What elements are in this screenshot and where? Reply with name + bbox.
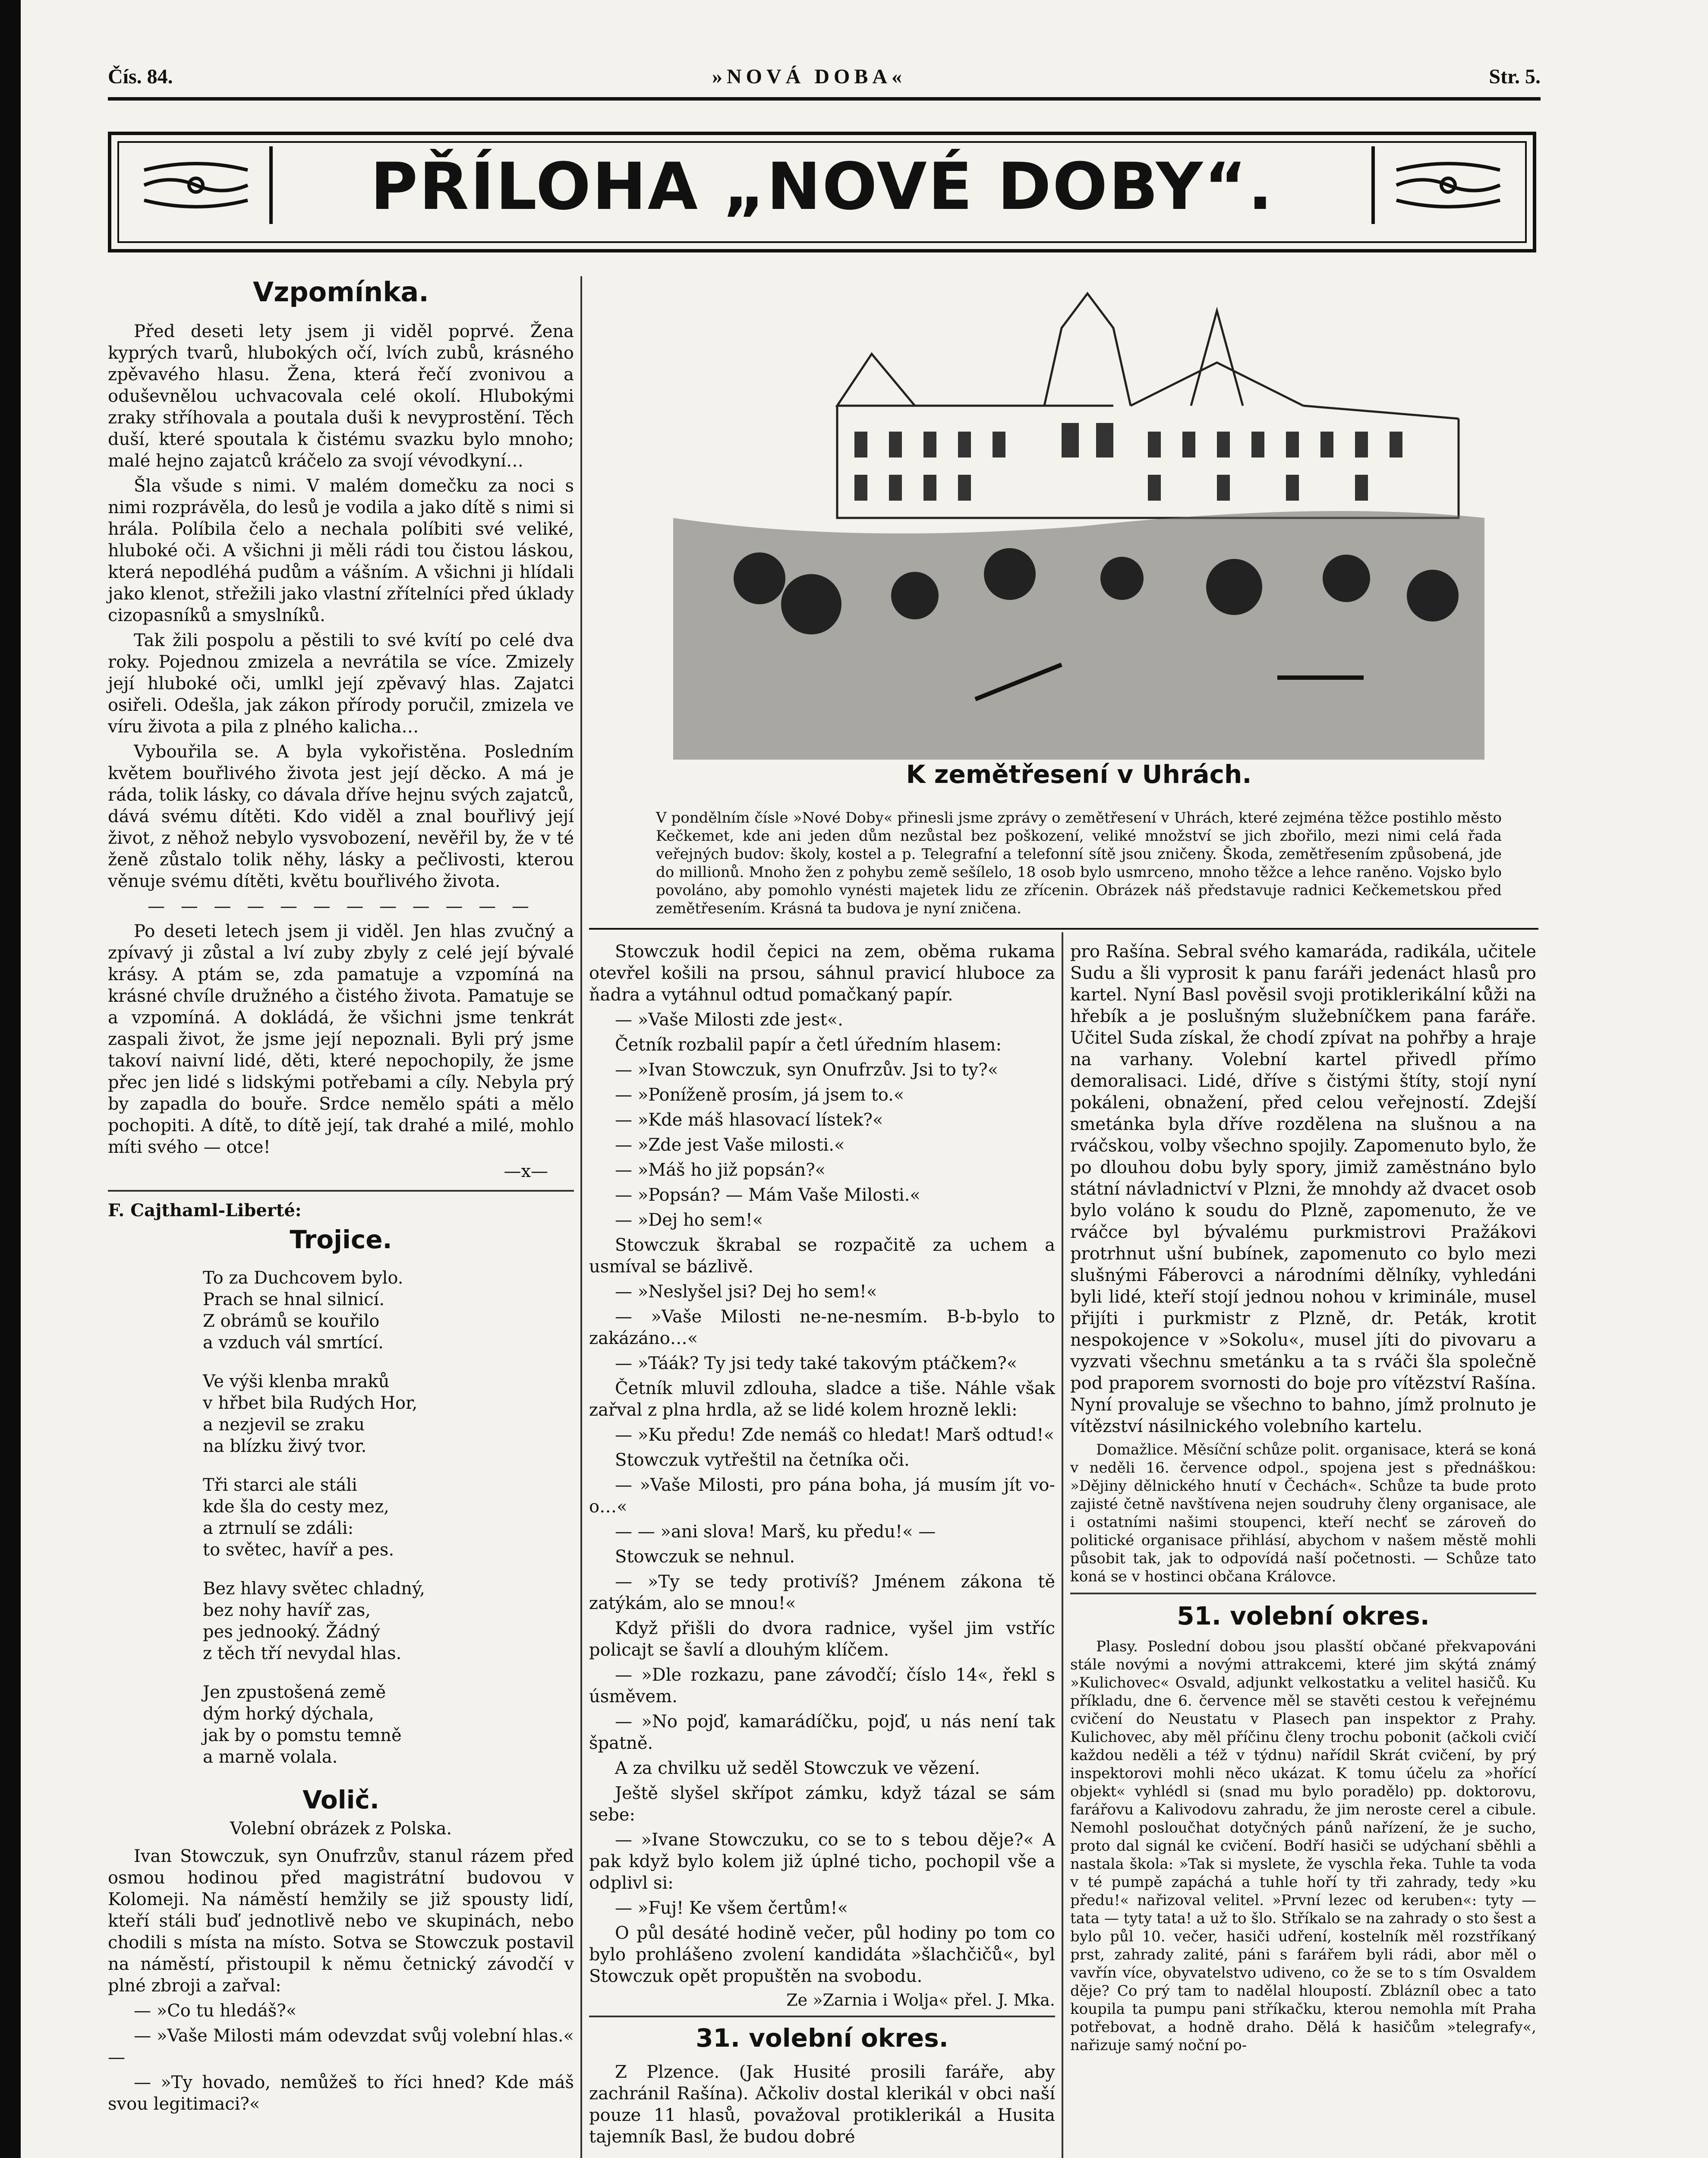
poem-line: Z obrámů se kouřilo [203,1311,380,1331]
col2-para: — »Zde jest Vaše milosti.« [615,1135,845,1155]
page-number: Str. 5. [1489,65,1541,88]
col2-para: Stowczuk škrabal se rozpačitě za uchem a usmíval se bázlivě. [589,1235,1055,1277]
col2-para: Stowczuk hodil čepici na zem, oběma rukama otevřel košili na prsou, sáhnul pravicí hluboce za ňadra a vytáhnul odtud pomačkaný papír. [589,942,1055,1005]
domazlice-note: Domažlice. Měsíční schůze polit. organisace, která se koná v neděli 16. července odpol., spojena jest s přednáškou: »Dějiny dělnického hnutí v Čechách«. Schůze ta bude proto zajisté četně navštívena nejen soudruhy členy organisace, ale i ostatními našimi stoupenci, kteří nechť se zároveň do politické organisace přihlásí, abychom v našem městě mohli působit tak, jak to odpovídá naší početnosti. — Schůze tato koná se v hostinci občana Královce. [1070,1441,1536,1585]
poem-line: kde šla do cesty mez, [203,1497,389,1517]
col2-para: — »Ivane Stowczuku, co se to s tebou děje?« A pak když bylo kolem již úplné ticho, pochopil vše a odplivl si: [589,1830,1055,1893]
col2-para: Četník rozbalil papír a četl úředním hlasem: [615,1035,1002,1055]
trojice-stanza [203,1682,574,1768]
poem-line: dým horký dýchala, [203,1704,374,1724]
poem-line: a nezjevil se zraku [203,1415,365,1435]
plzenec-para: Z Plzence. (Jak Husité prosili faráře, aby zachránil Rašína). Ačkoliv dostal klerikál v obci naší pouze 11 hlasů, považoval protiklerikál a Husita tajemník Basl, že budou dobré [589,2062,1055,2147]
plzenec-continued: pro Rašína. Sebral svého kamaráda, radikála, učitele Sudu a šli vyprosit k panu faráři jedenáct hlasů pro kartel. Nyní Basl pověsil svoji protiklerikální kůži na hřebík a je poslušným služebníčkem pana faráře. Učitel Suda získal, že chodí zpívat na pohřby a hraje na varhany. Volební kartel přivedl přímo demoralisaci. Lidé, dříve s čistými štíty, stojí nyní pokáleni, obnažení, před celou veřejností. Zdejší smetánka byla dříve rozdělena na slušnou a na rváčskou, volby všechno spojily. Zapomenuto bylo, že po dlouhou dobu byly spory, jimiž zaměstnáno bylo státní návladnictví v Plzni, že mnohdy až dvacet osob bylo voláno k soudu do Plzně, zapomenuto, že ve rváčce byl bývalému purkmistrovi Pražákovi protrhnut ušní bubínek, zapomenuto co bylo mezi slušnými Fáberovci a národními dělníky, vyhledáni byli lidé, kteří stojí jednou nohou v kriminále, musel přijíti i purkmistr z Plzně, dr. Peták, krotit nespokojence v »Sokolu«, musel jíti do pivovaru a vyzvati všechnu smetánku a ta s rváči šla společně pod praporem svornosti do boje pro vítězství Rašína. Nyní provaluje se všechno to bahno, jímž prolnuto je vítězství násilnického volebního kartelu. [1070,942,1536,1436]
col2-para: — »Kde máš hlasovací lístek?« [615,1110,883,1130]
col2-para: — »Ivan Stowczuk, syn Onufrzův. Jsi to ty?« [615,1060,999,1080]
poem-line: a ztrnulí se zdáli: [203,1518,354,1538]
col2-para: Stowczuk vytřeštil na četníka oči. [615,1450,910,1470]
poem-line: Prach se hnal silnicí. [203,1290,385,1309]
poem-line: to světec, havíř a pes. [203,1540,394,1560]
poem-line: a marně volala. [203,1747,338,1767]
trojice-stanza [203,1474,574,1561]
okres31-title: 31. volební okres. [696,2023,949,2053]
okres51-title: 51. volební okres. [1177,1601,1430,1631]
col2-para: — »Máš ho již popsán?« [615,1160,826,1180]
page-header [108,65,1541,95]
column-2 [589,941,1055,2151]
poem-line: Bez hlavy světec chladný, [203,1579,425,1599]
poem-line: jak by o pomstu temně [203,1726,402,1745]
vzpominka-para-1: Před deseti lety jsem ji viděl poprvé. Žena kyprých tvarů, hlubokých očí, lvích zubů, krásného zpěvavého hlasu. Žena, která řečí zvonivou a oduševnělou uchvacovala celé okolí. Hlubokými zraky stříhovala a poutala duši k nevyprostění. Těch duší, které spoutala k čistému svazku bylo mnoho; malé hejno zajatců kráčelo za svojí vévodkyní… [108,322,574,471]
poem-line: v hřbet bila Rudých Hor, [203,1393,418,1413]
col2-para: — »Neslyšel jsi? Dej ho sem!« [615,1282,877,1302]
poem-line: To za Duchcovem bylo. [203,1268,403,1288]
col2-para: O půl desáté hodině večer, půl hodiny po tom co bylo prohlášeno zvolení kandidáta »šlachčičů«, byl Stowczuk opět propuštěn na svobodu. [589,1923,1055,1986]
article-source: Ze »Zarnia i Wolja« přel. J. Mka. [786,1991,1055,2010]
section-divider [589,2016,1055,2017]
poem-line: Tři starci ale stáli [203,1475,357,1495]
poem-line: Ve výši klenba mraků [203,1372,390,1391]
column-3 [1070,941,1536,2054]
dash-separator: — — — — — — — — — — — — [148,896,534,916]
vzpominka-title: Vzpomínka. [253,276,429,308]
col2-para: — »Popsán? — Mám Vaše Milosti.« [615,1185,920,1205]
vzpominka-para-2: Šla všude s nimi. V malém domečku za noci s nimi rozprávěla, do lesů je vodila a jako dítě s nimi si hrála. Políbila čelo a nechala políbiti své veliké, hluboké oči. A všichni ji měli rádi tou čistou láskou, která nepodléhá pudům a vášním. A všichni ji hlídali jako klenot, střežili jako vlastní zřítelníci před úklady cizopasníků a smyslníků. [108,476,574,625]
vzpominka-para-3: Tak žili pospolu a pěstili to své kvítí po celé dva roky. Pojednou zmizela a nevrátila se více. Zmizely její hluboké oči, umlkl její zpěvavý hlas. Zajatci osiřeli. Odešla, jak zákon přírody poručil, zmizela ve víru života a pila z plného kalicha… [108,631,574,737]
vzpominka-signature: —x— [504,1161,548,1181]
poem-line: z těch tří nevydal hlas. [203,1644,402,1663]
col2-para: — »Dle rozkazu, pane závodčí; číslo 14«, řekl s úsměvem. [589,1665,1055,1707]
vzpominka-para-4: Vybouřila se. A byla vykořistěna. Posledním květem bouřlivého života jest její děcko. A má je ráda, tolik lásky, co dávala dříve hejnu svých zajatců, dává svému dítěti. Kdo viděl a znal bouřlivý její život, z něhož nebylo vysvobození, nevěřil by, že v té ženě zůstalo tolik něhy, lásky a pečlivosti, kterou věnuje svému dítěti, květu bouřlivého života. [108,742,574,891]
volic-para-2: — »Co tu hledáš?« [134,2001,297,2021]
header-rule [108,97,1541,101]
trojice-stanza [203,1267,574,1353]
column-rule-1 [580,276,582,2158]
trojice-stanza [203,1371,574,1457]
volic-subtitle: Volební obrázek z Polska. [230,1819,452,1839]
col2-para: — »Ty se tedy protivíš? Jménem zákona tě zatýkám, alo se mnou!« [589,1572,1055,1613]
ornament-left-icon [123,146,273,224]
col2-para: — »Vaše Milosti zde jest«. [615,1010,843,1030]
col2-para: Stowczuk se nehnul. [615,1547,795,1567]
vzpominka-para-5: Po deseti letech jsem ji viděl. Jen hlas zvučný a zpívavý ji zůstal a lví zuby zbyly z celé její bývalé krásy. A ptám se, zda pamatuje a vzpomíná na krásné chvíle družného a čistého života. Pamatuje se a vzpomíná. A dokládá, že všichni jsme tenkrát zaspali život, že jsme její nepoznali. Byli prý jsme takoví naivní lidé, děti, které nepochopily, že jsme přec jen lidé s lidskými potřebami a cíly. Nebyla prý by zapadla do bouře. Srdce nemělo spáti a mělo pochopiti. A dítě, to dítě její, tak drahé a milé, mohlo míti svého — otce! [108,921,574,1157]
caption-rule [589,928,1538,930]
col2-para: — »No pojď, kamarádíčku, pojď, u nás není tak špatně. [589,1712,1055,1753]
col2-para: — »Ku předu! Zde nemáš co hledat! Marš odtud!« [615,1425,1055,1445]
col2-para: — »Dej ho sem!« [615,1210,763,1230]
volic-para-4: — »Ty hovado, nemůžeš to říci hned? Kde máš svou legitimaci?« [108,2073,574,2114]
image-caption: V pondělním čísle »Nové Doby« přinesli jsme zprávy o zemětřesení v Uhrách, které zejména těžce postihlo město Kečkemet, kde ani jeden dům nezůstal bez poškození, veliké množství se jich zbořilo, mezi nimi celá řada veřejných budov: školy, kostel a p. Telegrafní a telefonní sítě jsou zničeny. Škoda, zemětřesením způsobená, jde do millionů. Mnoho žen z pohybu země sešílelo, 18 osob bylo usmrceno, mnoho těžce a lehce raněno. Vojsko bylo povoláno, aby pomohlo vynésti majetek lidu ze zřícenin. Obrázek náš představuje radnici Kečkemetskou před zemětřesením. Krásná ta budova je nyní zničena. [656,809,1502,917]
col2-para: — »Táák? Ty jsi tedy také takovým ptáčkem?« [615,1353,1018,1373]
poem-line: bez nohy havíř zas, [203,1600,371,1620]
volic-para-1: Ivan Stowczuk, syn Onufrzův, stanul rázem před osmou hodinou před magistrátní budovou v Kolomeji. Na náměstí hemžily se již spousty lidí, kteří stáli buď jednotlivě nebo ve skupinách, nebo chodili s místa na místo. Sotva se Stowczuk postavil na náměstí, přistoupil k němu četnický závodčí v plné zbroji a zařval: [108,1846,574,1996]
column-1 [108,268,574,2118]
image-title-text: K zemětřesení v Uhrách. [906,760,1252,789]
scan-edge [0,0,21,2158]
col2-para: Ještě slyšel skřípot zámku, když tázal se sám sebe: [589,1783,1055,1825]
col2-para: — »Vaše Milosti ne-ne-nesmím. B-b-bylo to zakázáno…« [589,1307,1055,1348]
poem-line: na blízku živý tvor. [203,1436,367,1456]
supplement-banner [108,132,1536,252]
poem-line: a vzduch vál smrtící. [203,1333,384,1353]
col2-para: — »Poníženě prosím, já jsem to.« [615,1085,904,1105]
col2-para: A za chvilku už seděl Stowczuk ve vězení. [615,1758,980,1778]
volic-para-3: — »Vaše Milosti mám odevzdat svůj volební hlas.« — [108,2026,574,2067]
col2-para: — — »ani slova! Marš, ku předu!« — [615,1522,936,1542]
trojice-author: F. Cajthaml-Liberté: [108,1200,302,1221]
col2-para: Když přišli do dvora radnice, vyšel jim vstříc policajt se šavlí a dlouhým klíčem. [589,1618,1055,1660]
plasy-note: Plasy. Poslední dobou jsou plasští občané překvapováni stále novými a novými attrakcemi, které jim skýtá známý »Kulichovec« Osvald, adjunkt velkostatku a velitel hasičů. Ku příkladu, dne 6. července měl se stavěti cestou k veřejnému cvičení do Neustatu v Plasech pan inspektor z Prahy. Kulichovec, aby měl příčinu členy trochu pobonit (ačkoli cvičí každou neděli a též v týdnu) nařídil Skrát cvičení, by prý inspektorovi mohli něco ukázat. K tomu účelu za »hořící objekt« vyhlédl si (snad mu bylo poradělo) pp. doktorovu, farářovu a Kalivodovu zahradu, že jim neroste cerel a cibule. Nemohl posloučhat dotyčných pánů nařízení, že je sucho, proto dal signál ke cvičení. Bodří hasiči se udýchaní sběhli a nastala škola: »Tak si myslete, že vyschla řeka. Tuhle ta voda v té pumpě zapáchá a tuhle hoří ty tři zahrady, tedy »ku předu!« nařizoval velitel. »První lezec od keruben«: tyty — tata — tyty tata! a už to šlo. Stříkalo se na zahrady o sto šest a bylo půl 10. večer, hasiči udření, kostelník měl rozstříkaný prst, zahrady zalité, páni s farářem byli rádi, abor měl o vavřín více, obyvatelstvo udiveno, co že se to s tím Osvaldem děje? Co prý tam to nadělal hloupostí. Zblázníl obec a tato koupila ta pumpu pani stříkačku, kterou nemohla mít Praha potřebovat, a hodně draho. Dělá k hasičům »telegrafy«, nařizuje samý noční po- [1070,1638,1536,2054]
volic-title: Volič. [303,1785,379,1814]
poem-line: Jen zpustošená země [203,1682,386,1702]
column-rule-2 [1062,932,1063,2158]
earthquake-illustration [673,276,1484,760]
banner-title: PŘÍLOHA „NOVÉ DOBY“. [370,149,1274,224]
section-divider [1070,1593,1536,1594]
trojice-title: Trojice. [290,1225,392,1254]
poem-line: pes jednooký. Žádný [203,1622,380,1642]
trojice-stanza [203,1578,574,1664]
newspaper-name: »NOVÁ DOBA« [712,65,907,88]
image-title [673,760,1484,789]
ornament-right-icon [1371,146,1522,224]
col2-para: Četník mluvil zdlouha, sladce a tiše. Náhle však zařval z plna hrdla, až se lidé kolem hrozně lekli: [589,1379,1055,1420]
col2-para: — »Vaše Milosti, pro pána boha, já musím jít vo-o…« [589,1475,1055,1517]
section-divider [108,1190,574,1192]
col2-para: — »Fuj! Ke všem čertům!« [615,1898,848,1918]
issue-number: Čís. 84. [108,65,173,88]
